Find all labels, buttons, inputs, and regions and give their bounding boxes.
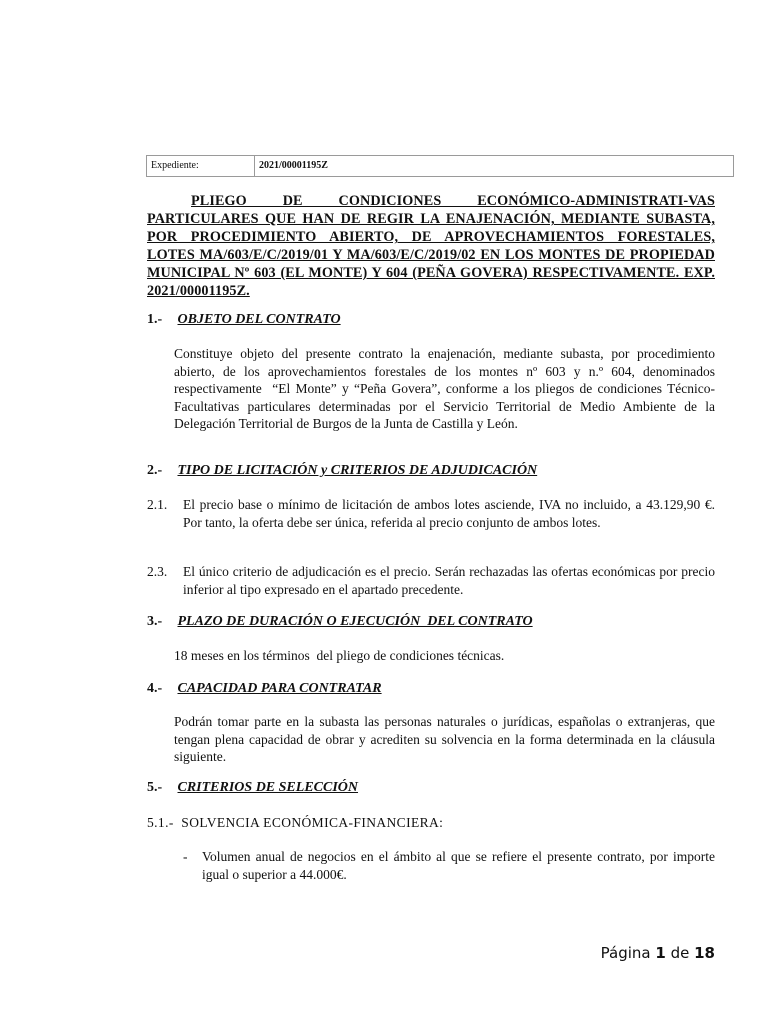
clause-2-1 — [147, 496, 715, 531]
section-title: TIPO DE LICITACIÓN y CRITERIOS DE ADJUDICACIÓN — [177, 463, 538, 478]
section-number: 1.- — [147, 312, 163, 327]
clause-text: El único criterio de adjudicación es el precio. Serán rechazadas las ofertas económicas por precio inferior al tipo expresado en el apartado precedente. — [183, 564, 715, 597]
section-4-paragraph: Podrán tomar parte en la subasta las personas naturales o jurídicas, españolas o extranjeras, que tengan plena capacidad de obrar y acrediten su solvencia en la forma determinada en la cláusula siguiente. — [174, 714, 715, 764]
section-5-heading — [147, 779, 358, 797]
bullet-marker: - — [183, 849, 188, 864]
total-pages: 18 — [694, 944, 715, 962]
section-number: 5.- — [147, 780, 163, 795]
subsection-5-1-heading: 5.1.- SOLVENCIA ECONÓMICA-FINANCIERA: — [147, 815, 444, 830]
section-number: 2.- — [147, 463, 163, 478]
section-4-heading — [147, 680, 382, 698]
current-page: 1 — [655, 944, 666, 962]
section-1-paragraph: Constituye objeto del presente contrato la enajenación, mediante subasta, por procedimiento abierto, de los aprovechamientos forestales de los montes nº 603 y n.º 604, denominados respectivamente “El Monte” y “Peña Govera”, conforme a los pliegos de condiciones Técnico-Facultativas particulares determinadas por el Servicio Territorial de Medio Ambiente de la Delegación Territorial de Burgos de la Junta de Castilla y León. — [174, 346, 715, 431]
clause-number: 2.1. — [147, 497, 168, 512]
section-title: PLAZO DE DURACIÓN O EJECUCIÓN DEL CONTRATO — [177, 614, 533, 629]
section-2-heading — [147, 462, 537, 480]
section-title: OBJETO DEL CONTRATO — [177, 312, 341, 327]
expediente-number: 2021/00001195Z — [259, 160, 328, 171]
clause-number: 2.3. — [147, 564, 168, 579]
of-word: de — [670, 944, 690, 962]
page-number-footer — [601, 944, 715, 962]
section-title: CAPACIDAD PARA CONTRATAR — [177, 681, 382, 696]
list-item — [183, 848, 715, 883]
clause-text: El precio base o mínimo de licitación de ambos lotes asciende, IVA no incluido, a 43.129,90 €. Por tanto, la oferta debe ser única, referida al precio conjunto de ambos lotes. — [183, 497, 715, 530]
section-number: 4.- — [147, 681, 163, 696]
section-3-paragraph: 18 meses en los términos del pliego de condiciones técnicas. — [174, 648, 505, 663]
expediente-label: Expediente: — [147, 156, 255, 176]
section-number: 3.- — [147, 614, 163, 629]
expediente-box — [146, 155, 734, 177]
section-1-heading — [147, 311, 341, 329]
clause-2-3 — [147, 563, 715, 598]
bullet-text: Volumen anual de negocios en el ámbito al que se refiere el presente contrato, por importe igual o superior a 44.000€. — [202, 849, 715, 882]
section-title: CRITERIOS DE SELECCIÓN — [177, 780, 359, 795]
document-title: PLIEGO DE CONDICIONES ECONÓMICO-ADMINISTRATI-VAS PARTICULARES QUE HAN DE REGIR LA ENAJENACIÓN, MEDIANTE SUBASTA, POR PROCEDIMIENTO ABIERTO, DE APROVECHAMIENTOS FORESTALES, LOTES MA/603/E/C/2019/01 Y MA/603/E/C/2019/02 EN LOS MONTES DE PROPIEDAD MUNICIPAL Nº 603 (EL MONTE) Y 604 (PEÑA GOVERA) RESPECTIVAMENTE. EXP. 2021/00001195Z. — [147, 193, 715, 299]
section-3-heading — [147, 613, 533, 631]
page-word: Página — [600, 944, 651, 962]
